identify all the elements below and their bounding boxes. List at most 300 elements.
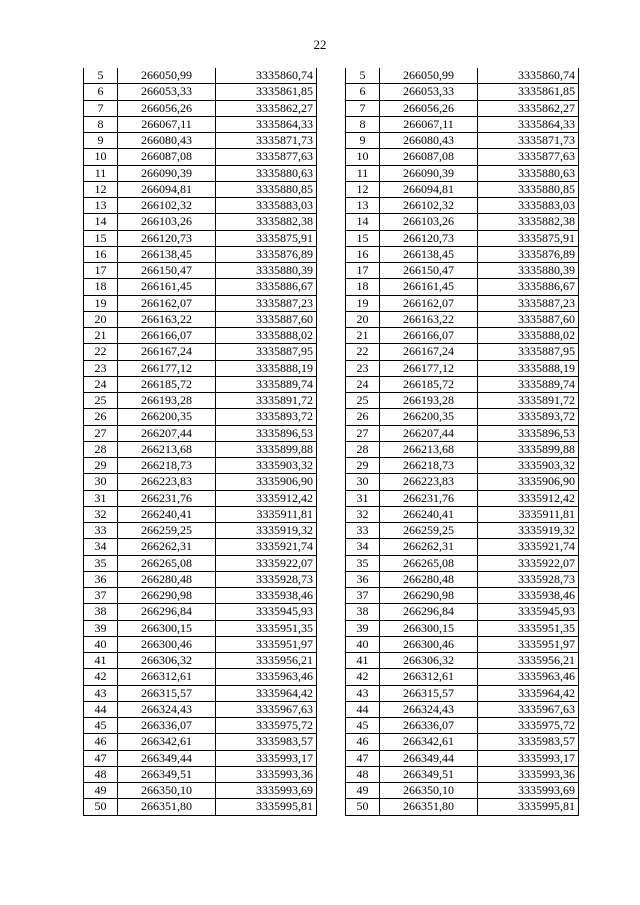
y-coordinate-cell: 3335993,69 [478,783,579,799]
y-coordinate-cell: 3335993,69 [216,783,317,799]
point-number-cell: 18 [84,279,118,295]
x-coordinate-cell: 266163,22 [380,311,478,327]
table-row [84,279,317,295]
point-number-cell: 49 [84,783,118,799]
x-coordinate-cell: 266207,44 [380,425,478,441]
point-number-cell: 19 [346,295,380,311]
point-number-cell: 43 [346,685,380,701]
point-number-cell: 15 [84,230,118,246]
y-coordinate-cell: 3335956,21 [216,653,317,669]
y-coordinate-cell: 3335964,42 [478,685,579,701]
x-coordinate-cell: 266163,22 [118,311,216,327]
point-number-cell: 38 [84,604,118,620]
table-row [84,198,317,214]
x-coordinate-cell: 266177,12 [118,360,216,376]
table-row [346,653,579,669]
point-number-cell: 40 [84,636,118,652]
point-number-cell: 35 [84,555,118,571]
table-row [346,116,579,132]
y-coordinate-cell: 3335912,42 [478,490,579,506]
x-coordinate-cell: 266240,41 [380,506,478,522]
point-number-cell: 42 [346,669,380,685]
x-coordinate-cell: 266200,35 [118,409,216,425]
x-coordinate-cell: 266306,32 [118,653,216,669]
x-coordinate-cell: 266200,35 [380,409,478,425]
y-coordinate-cell: 3335975,72 [216,718,317,734]
point-number-cell: 44 [346,701,380,717]
x-coordinate-cell: 266166,07 [380,328,478,344]
x-coordinate-cell: 266094,81 [380,181,478,197]
y-coordinate-cell: 3335951,97 [478,636,579,652]
table-row [84,393,317,409]
point-number-cell: 18 [346,279,380,295]
point-number-cell: 39 [84,620,118,636]
y-coordinate-cell: 3335903,32 [216,458,317,474]
table-row [346,571,579,587]
y-coordinate-cell: 3335967,63 [216,701,317,717]
x-coordinate-cell: 266103,26 [118,214,216,230]
x-coordinate-cell: 266218,73 [380,458,478,474]
table-row [84,165,317,181]
table-row [346,311,579,327]
point-number-cell: 12 [346,181,380,197]
table-row [346,328,579,344]
table-row [346,783,579,799]
x-coordinate-cell: 266351,80 [118,799,216,815]
table-row [84,555,317,571]
table-row [346,441,579,457]
y-coordinate-cell: 3335964,42 [216,685,317,701]
x-coordinate-cell: 266312,61 [118,669,216,685]
table-row [84,685,317,701]
y-coordinate-cell: 3335888,19 [478,360,579,376]
table-row [84,523,317,539]
y-coordinate-cell: 3335893,72 [216,409,317,425]
x-coordinate-cell: 266349,51 [118,766,216,782]
y-coordinate-cell: 3335875,91 [216,230,317,246]
point-number-cell: 47 [346,750,380,766]
y-coordinate-cell: 3335891,72 [216,393,317,409]
y-coordinate-cell: 3335951,97 [216,636,317,652]
table-row [346,279,579,295]
table-row [84,766,317,782]
x-coordinate-cell: 266351,80 [380,799,478,815]
y-coordinate-cell: 3335899,88 [478,441,579,457]
y-coordinate-cell: 3335921,74 [478,539,579,555]
point-number-cell: 24 [84,376,118,392]
y-coordinate-cell: 3335875,91 [478,230,579,246]
y-coordinate-cell: 3335993,17 [216,750,317,766]
x-coordinate-cell: 266185,72 [118,376,216,392]
x-coordinate-cell: 266120,73 [118,230,216,246]
table-row [346,766,579,782]
y-coordinate-cell: 3335906,90 [478,474,579,490]
x-coordinate-cell: 266223,83 [380,474,478,490]
table-row [84,181,317,197]
point-number-cell: 14 [84,214,118,230]
point-number-cell: 17 [346,263,380,279]
point-number-cell: 13 [346,198,380,214]
y-coordinate-cell: 3335860,74 [478,68,579,84]
table-row [346,555,579,571]
x-coordinate-cell: 266162,07 [380,295,478,311]
y-coordinate-cell: 3335993,17 [478,750,579,766]
point-number-cell: 31 [84,490,118,506]
table-row [346,393,579,409]
y-coordinate-cell: 3335899,88 [216,441,317,457]
table-row [84,441,317,457]
table-row [346,750,579,766]
x-coordinate-cell: 266090,39 [380,165,478,181]
table-row [346,133,579,149]
point-number-cell: 45 [346,718,380,734]
x-coordinate-cell: 266296,84 [118,604,216,620]
table-row [346,376,579,392]
point-number-cell: 45 [84,718,118,734]
y-coordinate-cell: 3335888,02 [216,328,317,344]
table-row [346,490,579,506]
y-coordinate-cell: 3335883,03 [478,198,579,214]
point-number-cell: 21 [84,328,118,344]
y-coordinate-cell: 3335876,89 [216,246,317,262]
x-coordinate-cell: 266223,83 [118,474,216,490]
point-number-cell: 21 [346,328,380,344]
y-coordinate-cell: 3335887,23 [478,295,579,311]
x-coordinate-cell: 266150,47 [380,263,478,279]
coordinates-table-right [345,68,579,816]
x-coordinate-cell: 266349,44 [118,750,216,766]
y-coordinate-cell: 3335880,63 [216,165,317,181]
point-number-cell: 8 [346,116,380,132]
x-coordinate-cell: 266067,11 [118,116,216,132]
x-coordinate-cell: 266259,25 [380,523,478,539]
y-coordinate-cell: 3335877,63 [478,149,579,165]
point-number-cell: 35 [346,555,380,571]
x-coordinate-cell: 266138,45 [118,246,216,262]
x-coordinate-cell: 266193,28 [380,393,478,409]
table-row [346,718,579,734]
point-number-cell: 44 [84,701,118,717]
x-coordinate-cell: 266324,43 [118,701,216,717]
x-coordinate-cell: 266185,72 [380,376,478,392]
x-coordinate-cell: 266315,57 [380,685,478,701]
y-coordinate-cell: 3335896,53 [216,425,317,441]
table-row [84,636,317,652]
table-row [84,588,317,604]
table-row [346,506,579,522]
y-coordinate-cell: 3335983,57 [478,734,579,750]
table-row [346,620,579,636]
y-coordinate-cell: 3335906,90 [216,474,317,490]
x-coordinate-cell: 266090,39 [118,165,216,181]
point-number-cell: 12 [84,181,118,197]
x-coordinate-cell: 266342,61 [380,734,478,750]
point-number-cell: 9 [346,133,380,149]
x-coordinate-cell: 266300,15 [380,620,478,636]
x-coordinate-cell: 266300,15 [118,620,216,636]
x-coordinate-cell: 266067,11 [380,116,478,132]
y-coordinate-cell: 3335938,46 [478,588,579,604]
table-row [84,84,317,100]
x-coordinate-cell: 266050,99 [118,68,216,84]
point-number-cell: 37 [84,588,118,604]
table-row [84,620,317,636]
point-number-cell: 14 [346,214,380,230]
table-row [84,799,317,815]
table-row [84,425,317,441]
point-number-cell: 27 [346,425,380,441]
table-row [346,604,579,620]
x-coordinate-cell: 266218,73 [118,458,216,474]
y-coordinate-cell: 3335876,89 [478,246,579,262]
y-coordinate-cell: 3335945,93 [478,604,579,620]
y-coordinate-cell: 3335887,60 [216,311,317,327]
point-number-cell: 25 [84,393,118,409]
x-coordinate-cell: 266280,48 [380,571,478,587]
table-row [84,149,317,165]
table-row [346,263,579,279]
table-row [84,230,317,246]
y-coordinate-cell: 3335891,72 [478,393,579,409]
y-coordinate-cell: 3335967,63 [478,701,579,717]
x-coordinate-cell: 266213,68 [380,441,478,457]
y-coordinate-cell: 3335880,63 [478,165,579,181]
table-row [346,214,579,230]
table-row [84,214,317,230]
table-row [346,799,579,815]
y-coordinate-cell: 3335911,81 [478,506,579,522]
y-coordinate-cell: 3335887,60 [478,311,579,327]
point-number-cell: 22 [346,344,380,360]
table-row [346,68,579,84]
x-coordinate-cell: 266150,47 [118,263,216,279]
point-number-cell: 37 [346,588,380,604]
point-number-cell: 11 [346,165,380,181]
y-coordinate-cell: 3335938,46 [216,588,317,604]
x-coordinate-cell: 266306,32 [380,653,478,669]
table-row [84,68,317,84]
table-row [84,669,317,685]
x-coordinate-cell: 266056,26 [380,100,478,116]
point-number-cell: 23 [84,360,118,376]
y-coordinate-cell: 3335912,42 [216,490,317,506]
point-number-cell: 28 [84,441,118,457]
x-coordinate-cell: 266265,08 [380,555,478,571]
x-coordinate-cell: 266120,73 [380,230,478,246]
table-row [84,490,317,506]
point-number-cell: 41 [84,653,118,669]
point-number-cell: 10 [346,149,380,165]
point-number-cell: 48 [346,766,380,782]
x-coordinate-cell: 266161,45 [380,279,478,295]
table-row [346,588,579,604]
point-number-cell: 7 [346,100,380,116]
table-row [346,344,579,360]
point-number-cell: 26 [84,409,118,425]
point-number-cell: 16 [346,246,380,262]
table-row [346,734,579,750]
x-coordinate-cell: 266193,28 [118,393,216,409]
point-number-cell: 48 [84,766,118,782]
table-row [346,230,579,246]
point-number-cell: 39 [346,620,380,636]
y-coordinate-cell: 3335993,36 [478,766,579,782]
y-coordinate-cell: 3335993,36 [216,766,317,782]
point-number-cell: 5 [346,68,380,84]
coordinates-table-left [83,68,317,816]
table-row [84,734,317,750]
x-coordinate-cell: 266231,76 [380,490,478,506]
x-coordinate-cell: 266053,33 [118,84,216,100]
y-coordinate-cell: 3335963,46 [216,669,317,685]
y-coordinate-cell: 3335888,02 [478,328,579,344]
y-coordinate-cell: 3335889,74 [478,376,579,392]
y-coordinate-cell: 3335888,19 [216,360,317,376]
x-coordinate-cell: 266162,07 [118,295,216,311]
y-coordinate-cell: 3335911,81 [216,506,317,522]
y-coordinate-cell: 3335861,85 [216,84,317,100]
x-coordinate-cell: 266087,08 [380,149,478,165]
point-number-cell: 46 [346,734,380,750]
x-coordinate-cell: 266102,32 [380,198,478,214]
x-coordinate-cell: 266290,98 [118,588,216,604]
point-number-cell: 40 [346,636,380,652]
table-row [346,409,579,425]
table-row [346,84,579,100]
point-number-cell: 25 [346,393,380,409]
coordinates-table-right-body [346,68,579,815]
point-number-cell: 6 [84,84,118,100]
x-coordinate-cell: 266336,07 [118,718,216,734]
y-coordinate-cell: 3335877,63 [216,149,317,165]
table-row [84,295,317,311]
y-coordinate-cell: 3335963,46 [478,669,579,685]
table-row [84,311,317,327]
point-number-cell: 38 [346,604,380,620]
table-row [84,100,317,116]
y-coordinate-cell: 3335951,35 [478,620,579,636]
point-number-cell: 9 [84,133,118,149]
y-coordinate-cell: 3335995,81 [478,799,579,815]
point-number-cell: 50 [346,799,380,815]
point-number-cell: 16 [84,246,118,262]
x-coordinate-cell: 266166,07 [118,328,216,344]
table-row [346,198,579,214]
point-number-cell: 32 [346,506,380,522]
y-coordinate-cell: 3335893,72 [478,409,579,425]
x-coordinate-cell: 266177,12 [380,360,478,376]
x-coordinate-cell: 266290,98 [380,588,478,604]
y-coordinate-cell: 3335889,74 [216,376,317,392]
y-coordinate-cell: 3335880,85 [478,181,579,197]
y-coordinate-cell: 3335903,32 [478,458,579,474]
y-coordinate-cell: 3335919,32 [216,523,317,539]
table-row [84,116,317,132]
y-coordinate-cell: 3335862,27 [216,100,317,116]
table-row [346,165,579,181]
y-coordinate-cell: 3335880,39 [216,263,317,279]
x-coordinate-cell: 266213,68 [118,441,216,457]
y-coordinate-cell: 3335951,35 [216,620,317,636]
y-coordinate-cell: 3335928,73 [216,571,317,587]
page-number: 22 [313,37,327,52]
table-row [346,636,579,652]
x-coordinate-cell: 266080,43 [118,133,216,149]
x-coordinate-cell: 266231,76 [118,490,216,506]
y-coordinate-cell: 3335860,74 [216,68,317,84]
point-number-cell: 30 [346,474,380,490]
x-coordinate-cell: 266300,46 [118,636,216,652]
table-row [346,669,579,685]
y-coordinate-cell: 3335864,33 [478,116,579,132]
x-coordinate-cell: 266342,61 [118,734,216,750]
y-coordinate-cell: 3335861,85 [478,84,579,100]
x-coordinate-cell: 266161,45 [118,279,216,295]
table-row [346,295,579,311]
point-number-cell: 13 [84,198,118,214]
table-row [84,360,317,376]
x-coordinate-cell: 266094,81 [118,181,216,197]
table-row [346,474,579,490]
y-coordinate-cell: 3335921,74 [216,539,317,555]
table-row [346,425,579,441]
point-number-cell: 42 [84,669,118,685]
y-coordinate-cell: 3335928,73 [478,571,579,587]
y-coordinate-cell: 3335871,73 [216,133,317,149]
table-row [346,100,579,116]
point-number-cell: 34 [84,539,118,555]
y-coordinate-cell: 3335887,95 [478,344,579,360]
table-row [84,506,317,522]
point-number-cell: 36 [84,571,118,587]
y-coordinate-cell: 3335956,21 [478,653,579,669]
x-coordinate-cell: 266050,99 [380,68,478,84]
x-coordinate-cell: 266103,26 [380,214,478,230]
table-row [346,701,579,717]
y-coordinate-cell: 3335975,72 [478,718,579,734]
x-coordinate-cell: 266259,25 [118,523,216,539]
table-row [84,653,317,669]
point-number-cell: 20 [84,311,118,327]
y-coordinate-cell: 3335880,85 [216,181,317,197]
x-coordinate-cell: 266138,45 [380,246,478,262]
x-coordinate-cell: 266167,24 [380,344,478,360]
y-coordinate-cell: 3335922,07 [216,555,317,571]
x-coordinate-cell: 266315,57 [118,685,216,701]
table-row [84,604,317,620]
x-coordinate-cell: 266280,48 [118,571,216,587]
table-row [84,539,317,555]
y-coordinate-cell: 3335886,67 [478,279,579,295]
point-number-cell: 15 [346,230,380,246]
table-row [84,133,317,149]
point-number-cell: 22 [84,344,118,360]
point-number-cell: 7 [84,100,118,116]
x-coordinate-cell: 266240,41 [118,506,216,522]
point-number-cell: 28 [346,441,380,457]
x-coordinate-cell: 266324,43 [380,701,478,717]
table-row [84,750,317,766]
x-coordinate-cell: 266102,32 [118,198,216,214]
y-coordinate-cell: 3335882,38 [478,214,579,230]
x-coordinate-cell: 266053,33 [380,84,478,100]
y-coordinate-cell: 3335886,67 [216,279,317,295]
table-row [84,409,317,425]
table-row [346,360,579,376]
point-number-cell: 29 [84,458,118,474]
point-number-cell: 23 [346,360,380,376]
point-number-cell: 24 [346,376,380,392]
